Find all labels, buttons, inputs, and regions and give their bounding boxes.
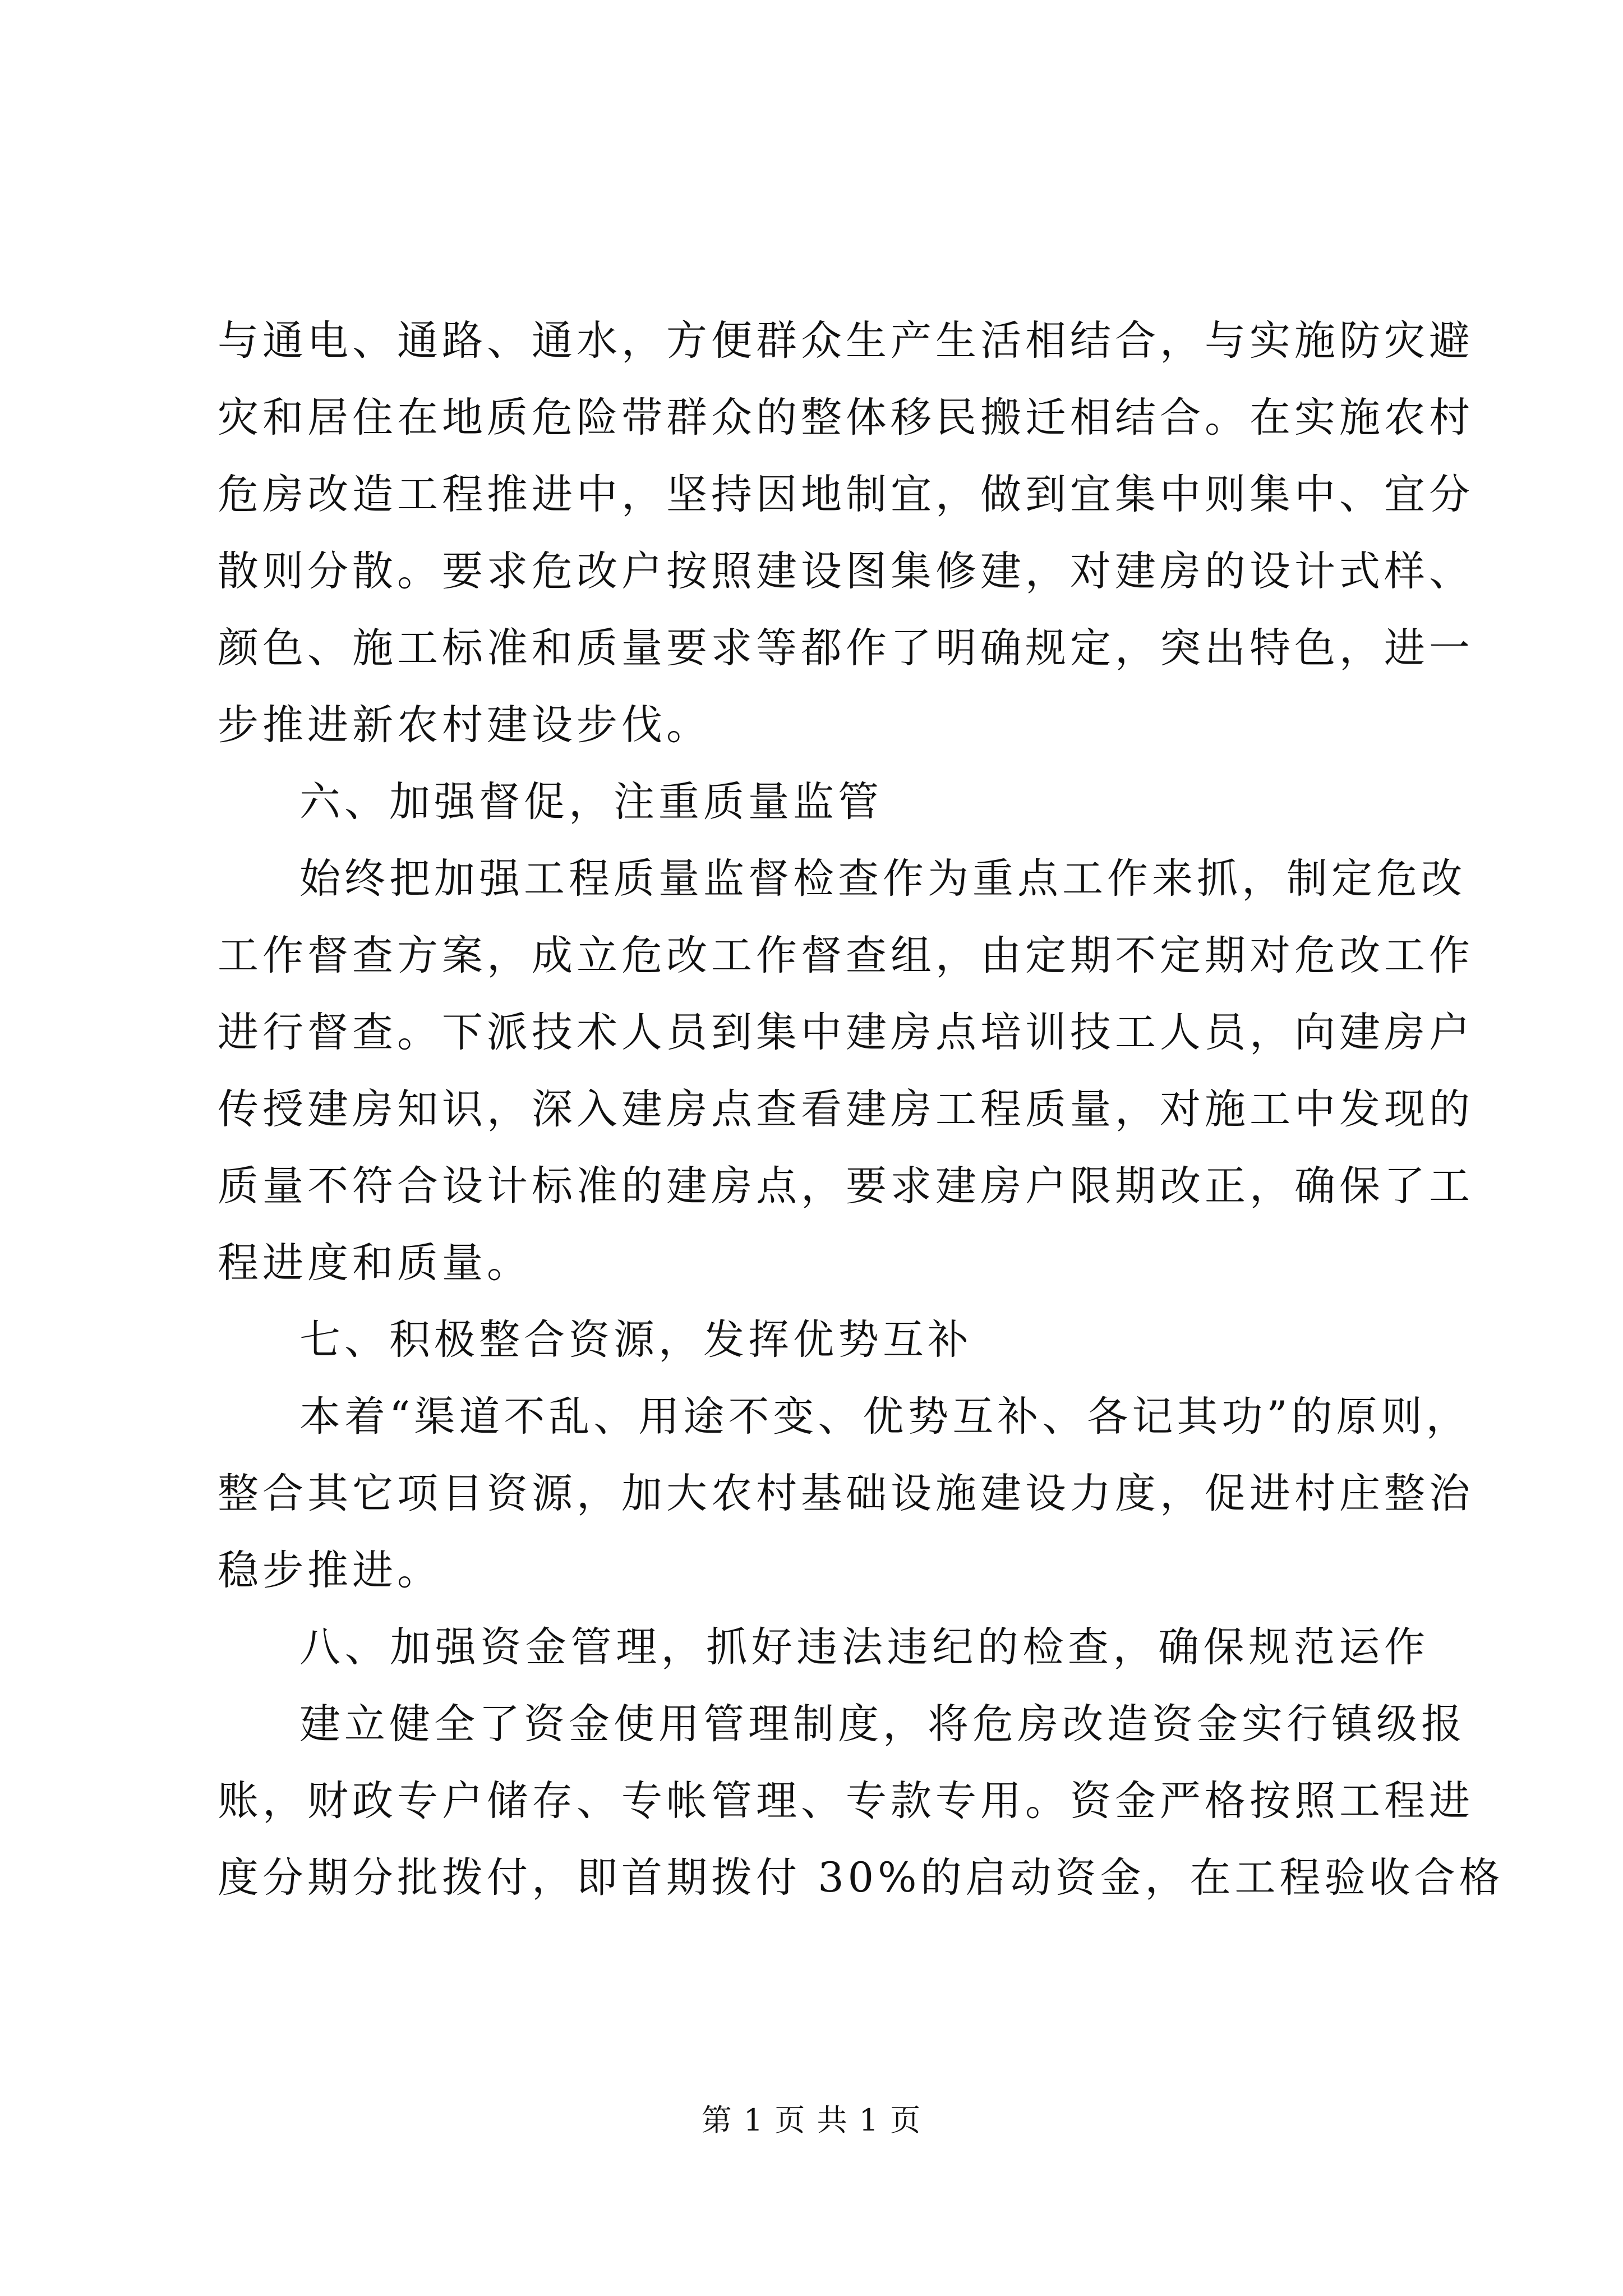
text-line-12: 质量不符合设计标准的建房点，要求建房户限期改正，确保了工 (218, 1162, 1474, 1210)
text-line-2: 灾和居住在地质危险带群众的整体移民搬迁相结合。在实施农村 (218, 394, 1474, 441)
text-line-5: 颜色、施工标准和质量要求等都作了明确规定，突出特色，进一 (218, 624, 1474, 672)
section-heading-6: 六、加强督促，注重质量监管 (299, 778, 883, 826)
text-line-8: 始终把加强工程质量监督检查作为重点工作来抓，制定危改 (299, 855, 1466, 903)
text-line-21: 度分期分批拨付，即首期拨付 30%的启动资金，在工程验收合格 (218, 1854, 1504, 1902)
text-line-15: 本着“渠道不乱、用途不变、优势互补、各记其功”的原则， (299, 1393, 1471, 1441)
text-line-19: 建立健全了资金使用管理制度，将危房改造资金实行镇级报 (299, 1700, 1466, 1748)
text-line-17: 稳步推进。 (218, 1547, 442, 1594)
text-line-6: 步推进新农村建设步伐。 (218, 701, 711, 749)
text-line-3: 危房改造工程推进中，坚持因地制宜，做到宜集中则集中、宜分 (218, 471, 1474, 518)
text-line-20: 账，财政专户储存、专帐管理、专款专用。资金严格按照工程进 (218, 1777, 1474, 1825)
section-heading-7: 七、积极整合资源，发挥优势互补 (299, 1316, 972, 1364)
text-line-10: 进行督查。下派技术人员到集中建房点培训技工人员，向建房户 (218, 1009, 1474, 1056)
text-line-16: 整合其它项目资源，加大农村基础设施建设力度，促进村庄整治 (218, 1470, 1474, 1517)
text-line-9: 工作督查方案，成立危改工作督查组，由定期不定期对危改工作 (218, 932, 1474, 979)
text-line-13: 程进度和质量。 (218, 1239, 532, 1287)
text-line-4: 散则分散。要求危改户按照建设图集修建，对建房的设计式样、 (218, 547, 1474, 595)
page-footer: 第 1 页 共 1 页 (701, 2102, 922, 2138)
text-line-1: 与通电、通路、通水，方便群众生产生活相结合，与实施防灾避 (218, 317, 1474, 365)
section-heading-8: 八、加强资金管理，抓好违法违纪的检查，确保规范运作 (299, 1623, 1429, 1671)
text-line-11: 传授建房知识，深入建房点查看建房工程质量，对施工中发现的 (218, 1085, 1474, 1133)
